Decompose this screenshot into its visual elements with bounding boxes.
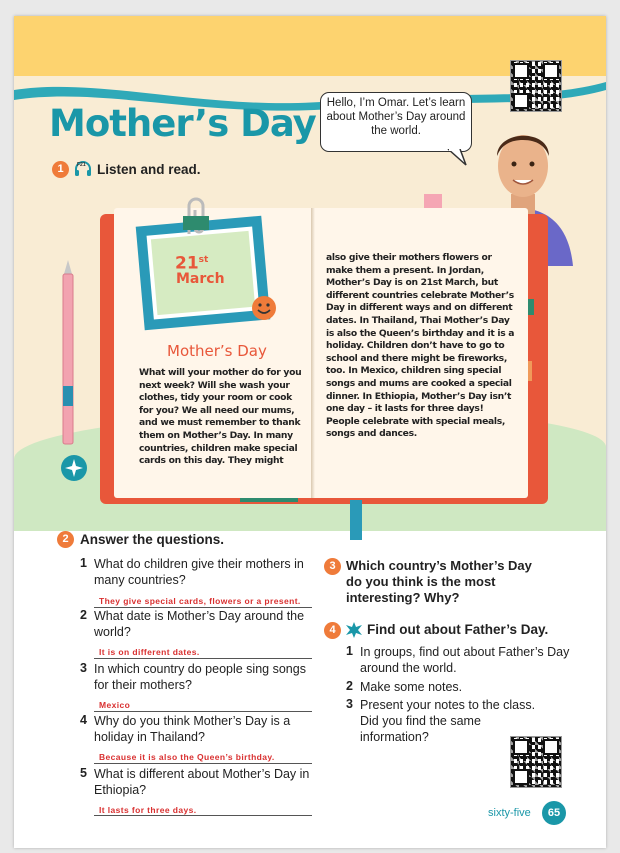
exercise-1-number: 1 xyxy=(52,161,69,178)
photo-card-suffix: st xyxy=(198,255,209,265)
question-1-number: 1 xyxy=(80,556,87,570)
step-3-number: 3 xyxy=(346,697,353,711)
question-2-text: What date is Mother’s Day around the world? xyxy=(94,609,305,639)
exercise-2-heading: Answer the questions. xyxy=(80,532,225,547)
pencil-decoration xyxy=(50,256,90,486)
qr-code-bottom[interactable] xyxy=(510,736,562,788)
exercise-2-number: 2 xyxy=(57,531,74,548)
question-3-text: In which country do people sing songs for their mothers? xyxy=(94,662,306,692)
smiley-face-icon xyxy=(250,294,278,322)
book-spine xyxy=(311,208,315,498)
step-2-number: 2 xyxy=(346,679,353,693)
answer-2-text[interactable]: It is on different dates. xyxy=(99,647,200,657)
book-right-text: also give their mothers flowers or make them a present. In Jordan, Mother’s Day is on 21st March, but different countries celebrate Mother’s Day in different ways and on different dates. In Thailand, Thai Mother’s Day is also the Queen’s birthday and it is a holiday. Children don’t have to go to school and there might be fireworks, too. In Mexico, children sing special songs and mums are cooked a special dinner. In Ethiopia, Mother’s Day isn’t one day – it lasts for three days! People celebrate with special meals, songs and dances. xyxy=(326,252,515,440)
exercise-4-heading: Find out about Father’s Day. xyxy=(367,622,549,637)
answer-5-text[interactable]: It lasts for three days. xyxy=(99,805,197,815)
photo-card-day: 21 xyxy=(175,253,199,274)
question-5-number: 5 xyxy=(80,766,87,780)
question-2-number: 2 xyxy=(80,608,87,622)
answer-3-line xyxy=(94,711,312,712)
question-1-text: What do children give their mothers in many countries? xyxy=(94,557,304,587)
page-number-badge: 65 xyxy=(542,801,566,825)
photo-card-date xyxy=(175,252,208,273)
bookmark-ribbon xyxy=(350,500,362,540)
qr-code-top[interactable] xyxy=(510,60,562,112)
step-3-text: Present your notes to the class. Did you find the same information? xyxy=(360,698,536,744)
book-left-text: What will your mother do for you next week? Will she wash your clothes, tidy your room or cook for you? We all need our mums, and we must remember to thank them on Mother’s Day. In many countries, children make special cards on this day. They might xyxy=(139,367,302,467)
page-title: Mother’s Day xyxy=(49,102,316,145)
speech-bubble-text: Hello, I’m Omar. Let’s learn about Mother’s Day around the world. xyxy=(326,97,466,137)
audio-track-label: F21 xyxy=(77,162,86,168)
paperclip-icon xyxy=(179,196,213,236)
speech-bubble xyxy=(320,92,472,152)
headphones-icon[interactable] xyxy=(73,159,93,179)
paint-splat-icon xyxy=(345,621,363,639)
exercise-1-instruction: Listen and read. xyxy=(97,162,201,177)
step-1-text: In groups, find out about Father’s Day around the world. xyxy=(360,645,570,675)
photo-card-month: March xyxy=(176,271,225,287)
page-number-word: sixty-five xyxy=(488,807,531,819)
answer-2-line xyxy=(94,658,312,659)
step-1-number: 1 xyxy=(346,644,353,658)
question-4-text: Why do you think Mother’s Day is a holiday in Thailand? xyxy=(94,714,291,744)
answer-4-text[interactable]: Because it is also the Queen’s birthday. xyxy=(99,752,275,762)
textbook-page xyxy=(14,16,606,848)
speech-bubble-tail xyxy=(446,149,470,167)
question-3-number: 3 xyxy=(80,661,87,675)
answer-5-line xyxy=(94,815,312,816)
exercise-3-number: 3 xyxy=(324,558,341,575)
book-heading: Mother’s Day xyxy=(167,342,267,360)
answer-3-text[interactable]: Mexico xyxy=(99,700,131,710)
exercise-3-text: Which country’s Mother’s Day do you think is the most interesting? Why? xyxy=(346,558,532,605)
exercise-4-number: 4 xyxy=(324,622,341,639)
step-2-text: Make some notes. xyxy=(360,680,463,694)
question-4-number: 4 xyxy=(80,713,87,727)
question-5-text: What is different about Mother’s Day in Ethiopia? xyxy=(94,767,310,797)
answer-1-text[interactable]: They give special cards, flowers or a present. xyxy=(99,596,301,606)
answer-4-line xyxy=(94,763,312,764)
